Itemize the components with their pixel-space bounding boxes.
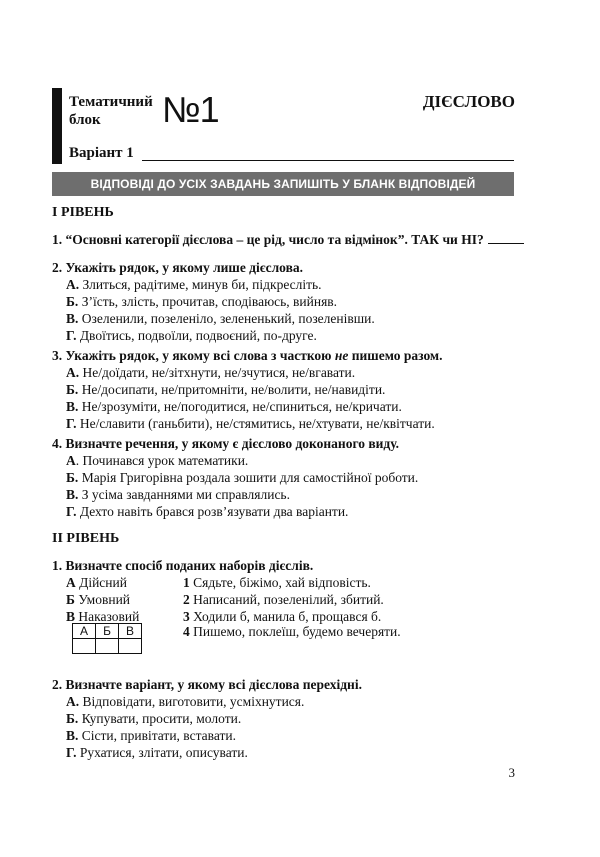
level-2-title: ІІ РІВЕНЬ xyxy=(52,531,120,546)
question-1-2: 2. Укажіть рядок, у якому лише дієслова. xyxy=(52,260,303,275)
grid-header-b: Б xyxy=(96,624,119,639)
mood-option: Б Умовний xyxy=(66,592,131,607)
option-row: В. Не/зрозуміти, не/погодитися, не/спиниться, не/кричати. xyxy=(66,399,402,414)
question-2-2: 2. Визначте варіант, у якому всі дієслова перехідні. xyxy=(52,677,362,692)
option-row: Г. Двоїтись, подвоїли, подвоєний, по-друге. xyxy=(66,328,317,343)
option-row: А. Злиться, радітиме, минув би, підкресліть. xyxy=(66,277,322,292)
option-row: Б. Не/досипати, не/притомніти, не/волити, не/навидіти. xyxy=(66,382,386,397)
answer-blank[interactable] xyxy=(488,233,524,244)
block-label: Тематичний блок xyxy=(69,94,153,128)
block-number: №1 xyxy=(162,89,219,130)
variant-underline xyxy=(142,160,514,161)
question-2-1: 1. Визначте спосіб поданих наборів дієслів. xyxy=(52,558,314,573)
option-row: Б. Купувати, просити, молоти. xyxy=(66,711,242,726)
level-1-title: І РІВЕНЬ xyxy=(52,205,114,220)
answer-grid xyxy=(72,623,142,654)
option-row: Б. З’їсть, злість, прочитав, сподіваюсь, вийняв. xyxy=(66,294,338,309)
option-row: Г. Не/славити (ганьбити), не/стямитись, не/хтувати, не/квітчати. xyxy=(66,416,435,431)
option-row: А. Починався урок математики. xyxy=(66,453,249,468)
particle-ne: не xyxy=(334,348,349,363)
option-row: Г. Дехто навіть брався розв’язувати два варіанти. xyxy=(66,504,349,519)
mood-option: В Наказовий xyxy=(66,609,140,624)
question-1-3: 3. Укажіть рядок, у якому всі слова з часткою не пишемо разом. xyxy=(52,348,443,363)
option-row: А. Відповідати, виготовити, усміхнутися. xyxy=(66,694,305,709)
verb-set: 3 Ходили б, манила б, прощався б. xyxy=(183,609,382,624)
page-number: 3 xyxy=(508,765,515,780)
grid-answer-cell[interactable] xyxy=(73,639,96,654)
grid-answer-cell[interactable] xyxy=(96,639,119,654)
question-1-1 xyxy=(52,232,524,248)
block-marker-bar xyxy=(52,88,62,164)
grid-answer-cell[interactable] xyxy=(119,639,142,654)
topic-title: ДІЄСЛОВО xyxy=(422,92,515,111)
grid-header-v: В xyxy=(119,624,142,639)
variant-label: Варіант 1 xyxy=(69,145,134,161)
question-text: 1. “Основні категорії дієслова ‒ це рід, число та відмінок”. ТАК чи НІ? xyxy=(52,232,484,247)
instruction-banner: ВІДПОВІДІ ДО УСІХ ЗАВДАНЬ ЗАПИШІТЬ У БЛАНК ВІДПОВІДЕЙ xyxy=(52,172,514,196)
option-row: Б. Марія Григорівна роздала зошити для самостійної роботи. xyxy=(66,470,419,485)
question-1-4: 4. Визначте речення, у якому є дієслово доконаного виду. xyxy=(52,436,400,451)
verb-set: 4 Пишемо, поклеїш, будемо вечеряти. xyxy=(183,624,401,639)
option-row: В. Озеленили, позеленіло, зелененький, позеленівши. xyxy=(66,311,375,326)
grid-header-a: А xyxy=(73,624,96,639)
option-row: А. Не/доїдати, не/зітхнути, не/зчутися, не/вгавати. xyxy=(66,365,356,380)
option-row: В. Сісти, привітати, вставати. xyxy=(66,728,236,743)
option-row: Г. Рухатися, злітати, описувати. xyxy=(66,745,248,760)
verb-set: 2 Написаний, позеленілий, збитий. xyxy=(183,592,384,607)
verb-set: 1 Сядьте, біжімо, хай відповість. xyxy=(183,575,371,590)
option-row: В. З усіма завданнями ми справлялись. xyxy=(66,487,290,502)
mood-option: А Дійсний xyxy=(66,575,127,590)
